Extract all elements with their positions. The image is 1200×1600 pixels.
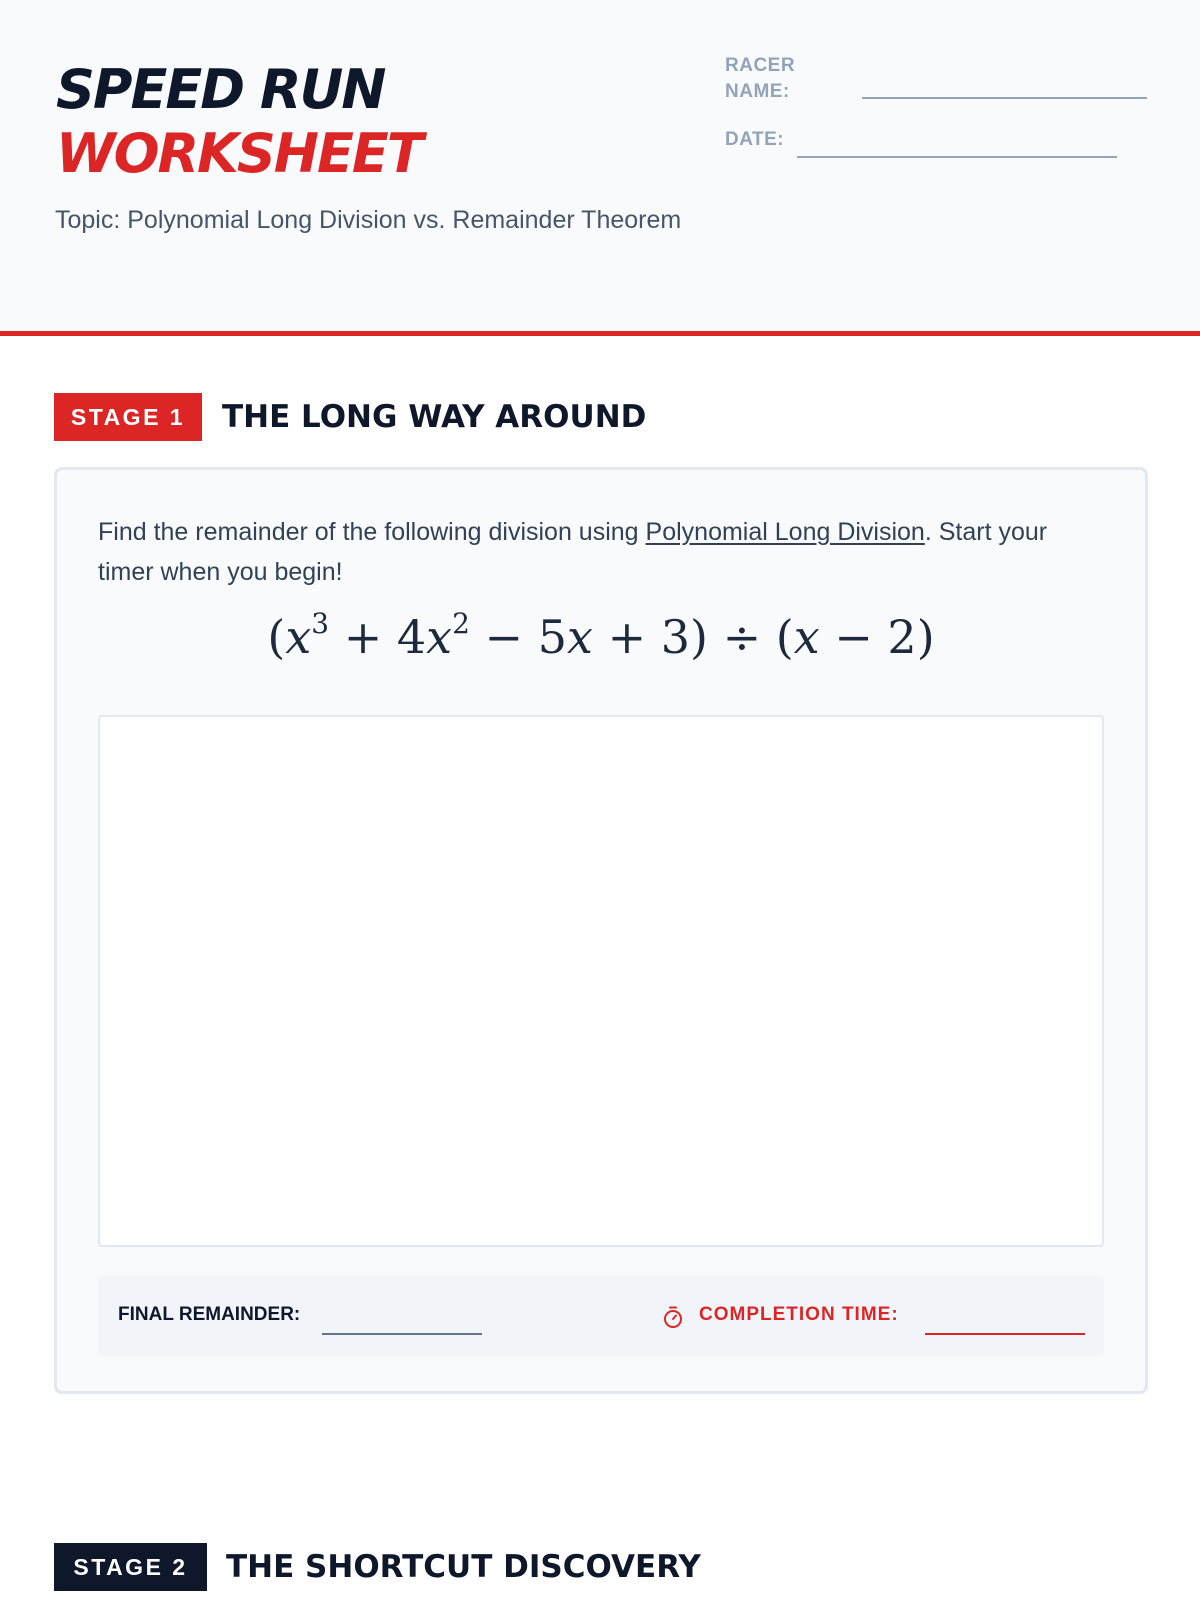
stopwatch-icon [661, 1305, 685, 1329]
eq-term: + 4 [329, 610, 427, 664]
completion-time-field[interactable] [925, 1333, 1085, 1335]
final-remainder-field[interactable] [322, 1333, 482, 1335]
racer-name-field[interactable] [862, 97, 1147, 99]
answer-bar [98, 1276, 1104, 1356]
stage-1-instructions [98, 512, 1098, 592]
eq-exponent: 3 [311, 607, 330, 640]
eq-exponent: 2 [452, 607, 470, 640]
eq-open: ( [267, 610, 286, 664]
date-field[interactable] [797, 156, 1117, 158]
long-division-emphasis: Polynomial Long Division [645, 518, 925, 546]
completion-time-label: COMPLETION TIME: [699, 1304, 899, 1325]
instructions-text-after: . Start your timer when you begin! [98, 518, 1048, 586]
title-line-2: WORKSHEET [56, 122, 422, 185]
eq-term: + 3) ÷ ( [592, 610, 794, 664]
eq-var: x [567, 610, 593, 664]
instructions-text-before: Find the remainder of the following division using [98, 518, 646, 546]
division-equation [57, 607, 1145, 664]
eq-var: x [426, 610, 453, 664]
stage-2-title: THE SHORTCUT DISCOVERY [226, 1549, 701, 1585]
stage-2-badge: STAGE 2 [54, 1543, 207, 1591]
eq-var: x [285, 610, 312, 664]
eq-var: x [793, 610, 820, 664]
date-label: DATE: [725, 129, 785, 150]
racer-name-label: RACER NAME: [725, 55, 796, 102]
final-remainder-label: FINAL REMAINDER: [118, 1304, 301, 1325]
stage-1-badge: STAGE 1 [54, 393, 202, 441]
topic-text: Topic: Polynomial Long Division vs. Remainder Theorem [55, 206, 682, 234]
stage-1-card [54, 467, 1148, 1394]
worksheet-header [0, 0, 1200, 336]
worksheet-title [56, 58, 422, 186]
eq-term: − 5 [469, 610, 567, 664]
eq-term: − 2) [819, 610, 935, 664]
stage-1-title: THE LONG WAY AROUND [222, 399, 647, 435]
work-area[interactable] [98, 715, 1104, 1247]
title-line-1: SPEED RUN [56, 58, 385, 121]
